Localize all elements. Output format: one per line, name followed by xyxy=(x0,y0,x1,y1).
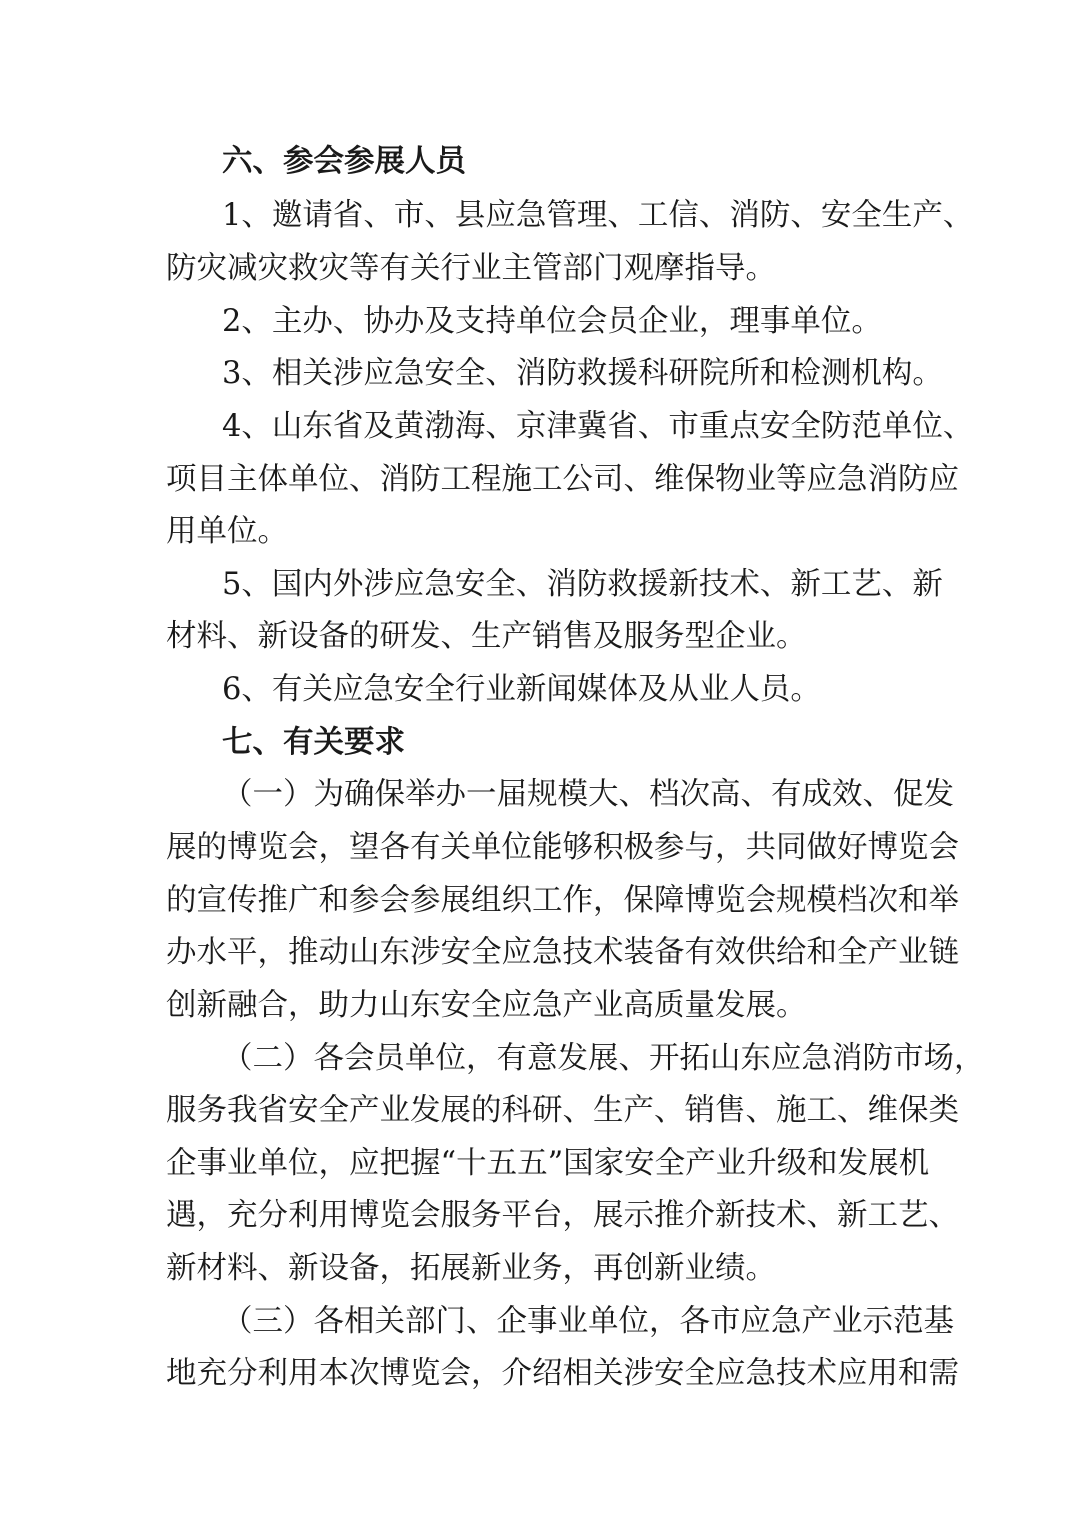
item-5-line-1: 5、国内外涉应急安全、消防救援新技术、新工艺、新 xyxy=(222,567,943,602)
item-4-line-2: 项目主体单位、消防工程施工公司、维保物业等应急消防应 xyxy=(166,462,959,497)
requirement-1-line-4: 办水平，推动山东涉安全应急技术装备有效供给和全产业链 xyxy=(166,935,959,970)
requirement-2-line-4: 遇，充分利用博览会服务平台，展示推介新技术、新工艺、 xyxy=(166,1198,959,1233)
requirement-3-line-2: 地充分利用本次博览会，介绍相关涉安全应急技术应用和需 xyxy=(166,1356,959,1391)
requirement-3-line-1: （三）各相关部门、企事业单位，各市应急产业示范基 xyxy=(222,1304,954,1339)
requirement-1-line-2: 展的博览会，望各有关单位能够积极参与，共同做好博览会 xyxy=(166,830,959,865)
item-6-line-1: 6、有关应急安全行业新闻媒体及从业人员。 xyxy=(222,672,821,707)
item-3-line-1: 3、相关涉应急安全、消防救援科研院所和检测机构。 xyxy=(222,356,943,391)
item-4-line-1: 4、山东省及黄渤海、京津冀省、市重点安全防范单位、 xyxy=(222,409,974,444)
section-heading-7: 七、有关要求 xyxy=(222,725,405,760)
item-5-line-2: 材料、新设备的研发、生产销售及服务型企业。 xyxy=(166,619,807,654)
item-1-line-1: 1、邀请省、市、县应急管理、工信、消防、安全生产、 xyxy=(222,198,974,233)
requirement-1-line-3: 的宣传推广和参会参展组织工作，保障博览会规模档次和举 xyxy=(166,883,959,918)
item-2-line-1: 2、主办、协办及支持单位会员企业，理事单位。 xyxy=(222,304,882,339)
requirement-2-line-5: 新材料、新设备，拓展新业务，再创新业绩。 xyxy=(166,1251,776,1286)
section-heading-6: 六、参会参展人员 xyxy=(222,144,466,179)
requirement-2-line-1: （二）各会员单位，有意发展、开拓山东应急消防市场， xyxy=(222,1041,985,1076)
requirement-2-line-2: 服务我省安全产业发展的科研、生产、销售、施工、维保类 xyxy=(166,1093,959,1128)
requirement-1-line-5: 创新融合，助力山东安全应急产业高质量发展。 xyxy=(166,988,807,1023)
item-4-line-3: 用单位。 xyxy=(166,514,288,549)
requirement-1-line-1: （一）为确保举办一届规模大、档次高、有成效、促发 xyxy=(222,777,954,812)
item-1-line-2: 防灾减灾救灾等有关行业主管部门观摩指导。 xyxy=(166,251,776,286)
requirement-2-line-3: 企事业单位，应把握“十五五”国家安全产业升级和发展机 xyxy=(166,1146,930,1181)
